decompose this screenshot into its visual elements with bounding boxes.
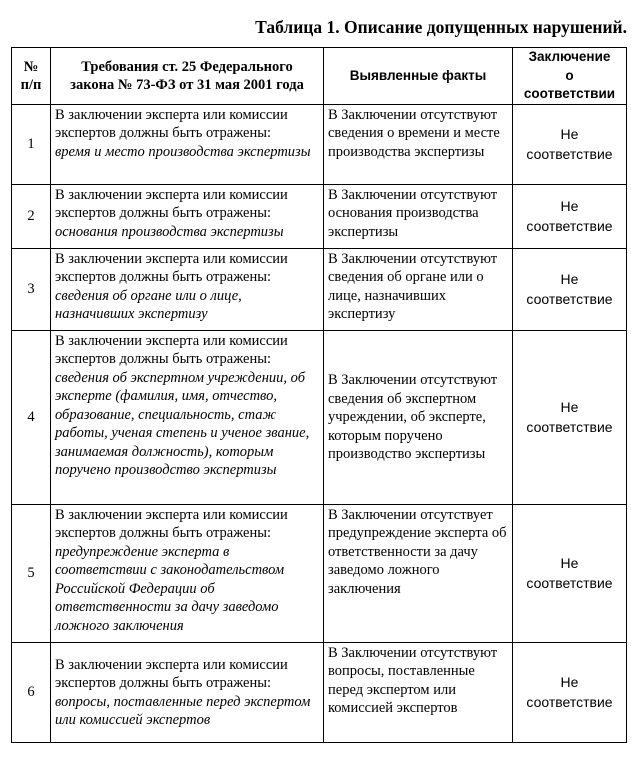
table-row xyxy=(12,184,627,248)
header-requirements-line2: закона № 73-ФЗ от 31 мая 2001 года xyxy=(70,76,304,93)
table-caption: Таблица 1. Описание допущенных нарушений. xyxy=(255,17,627,37)
header-conclusion-line1: Заключение xyxy=(528,49,611,64)
facts-cell: В Заключении отсутствуют основания производства экспертизы xyxy=(324,184,513,248)
header-num-line2: п/п xyxy=(20,76,42,93)
violations-table xyxy=(11,47,627,743)
header-conclusion-line2: о xyxy=(565,67,574,83)
requirement-lead: В заключении эксперта или комиссии экспертов должны быть отражены: xyxy=(55,506,288,541)
requirement-cell xyxy=(51,184,324,248)
facts-cell: В Заключении отсутствуют сведения об органе или о лице, назначивших экспертизу xyxy=(324,248,513,330)
conclusion-cell xyxy=(513,248,627,330)
requirement-lead: В заключении эксперта или комиссии экспертов должны быть отражены: xyxy=(55,106,288,141)
requirement-item: время и место производства экспертизы xyxy=(55,143,311,160)
conclusion-line1: Не xyxy=(560,555,579,571)
conclusion-cell xyxy=(513,104,627,184)
header-row xyxy=(12,48,627,105)
table-row xyxy=(12,104,627,184)
requirement-lead: В заключении эксперта или комиссии экспертов должны быть отражены: xyxy=(55,250,288,285)
conclusion-line2: соответствие xyxy=(526,146,613,162)
header-requirements xyxy=(51,48,324,105)
requirement-item: сведения об органе или о лице, назначивших экспертизу xyxy=(55,287,242,322)
conclusion-line1: Не xyxy=(560,271,579,287)
conclusion-cell xyxy=(513,504,627,642)
facts-cell: В Заключении отсутствуют сведения об экспертном учреждении, об эксперте, которым поручено производство экспертизы xyxy=(324,330,513,504)
conclusion-line2: соответствие xyxy=(526,694,613,710)
conclusion-line1: Не xyxy=(560,126,579,142)
header-facts: Выявленные факты xyxy=(324,48,513,105)
requirement-item: вопросы, поставленные перед экспертом или комиссией экспертов xyxy=(55,693,311,728)
conclusion-cell xyxy=(513,330,627,504)
row-number: 3 xyxy=(12,248,51,330)
conclusion-cell xyxy=(513,184,627,248)
table-row xyxy=(12,504,627,642)
conclusion-line2: соответствие xyxy=(526,218,613,234)
header-requirements-line1: Требования ст. 25 Федерального xyxy=(81,58,293,75)
table-row xyxy=(12,248,627,330)
header-num-line1: № xyxy=(23,58,39,75)
requirement-item: сведения об экспертном учреждении, об эксперте (фамилия, имя, отчество, образование, специальность, стаж работы, ученая степень и ученое звание, занимаемая должность), которым поручено производство экспертизы xyxy=(55,369,310,478)
conclusion-line1: Не xyxy=(560,198,579,214)
conclusion-line2: соответствие xyxy=(526,419,613,435)
row-number: 4 xyxy=(12,330,51,504)
conclusion-cell xyxy=(513,642,627,742)
table-row xyxy=(12,642,627,742)
requirement-cell xyxy=(51,104,324,184)
requirement-cell xyxy=(51,504,324,642)
requirement-cell xyxy=(51,642,324,742)
conclusion-line1: Не xyxy=(560,399,579,415)
conclusion-line2: соответствие xyxy=(526,575,613,591)
table-row xyxy=(12,330,627,504)
facts-cell: В Заключении отсутствует предупреждение эксперта об ответственности за дачу заведомо ложного заключения xyxy=(324,504,513,642)
requirement-lead: В заключении эксперта или комиссии экспертов должны быть отражены: xyxy=(55,186,288,221)
requirement-lead: В заключении эксперта или комиссии экспертов должны быть отражены: xyxy=(55,332,288,367)
requirement-cell xyxy=(51,248,324,330)
facts-cell: В Заключении отсутствуют сведения о времени и месте производства экспертизы xyxy=(324,104,513,184)
facts-cell: В Заключении отсутствуют вопросы, поставленные перед экспертом или комиссией экспертов xyxy=(324,642,513,742)
conclusion-line2: соответствие xyxy=(526,291,613,307)
row-number: 2 xyxy=(12,184,51,248)
requirement-item: основания производства экспертизы xyxy=(55,223,284,240)
row-number: 5 xyxy=(12,504,51,642)
header-num xyxy=(12,48,51,105)
requirement-item: предупреждение эксперта в соответствии с законодательством Российской Федерации об ответственности за дачу заведомо ложного заключения xyxy=(55,543,285,634)
header-conclusion-line3: соответствии xyxy=(523,86,616,101)
row-number: 6 xyxy=(12,642,51,742)
row-number: 1 xyxy=(12,104,51,184)
requirement-lead: В заключении эксперта или комиссии экспертов должны быть отражены: xyxy=(55,656,288,691)
conclusion-line1: Не xyxy=(560,674,579,690)
header-conclusion xyxy=(513,48,627,105)
requirement-cell xyxy=(51,330,324,504)
